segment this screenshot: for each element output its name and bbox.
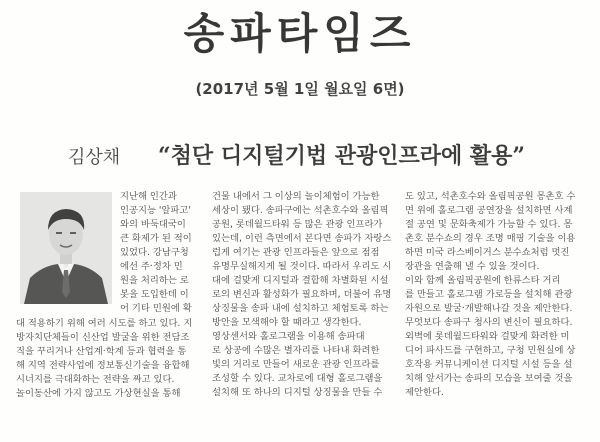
article-text-line: 자원으로 발굴·개발해나갈 것을 제안한다. [405, 303, 573, 314]
article-text-line: 인공지능 '알파고' [120, 205, 191, 216]
article-text-line: 있는데, 이런 측면에서 본다면 송파가 자랑스 [212, 233, 392, 244]
article-text-line: 유명무실해지게 될 것이다. 따라서 우리도 시 [212, 261, 392, 272]
article-column-2 [212, 190, 396, 400]
article-text-line: 조성할 수 있다. 교차로에 대형 홀로그램을 [212, 373, 383, 384]
publication-dateline: (2017년 5월 1일 월요일 6면) [195, 80, 405, 98]
article-text-line: 에선 주·정차 민 [120, 261, 183, 272]
article-text-line: 상징물을 송파 내에 설치하고 체험토록 하는 [212, 303, 389, 314]
article-text-line: 설치해 또 하나의 디지털 상징물을 만들 수 [212, 387, 383, 398]
article-headline: “첨단 디지털기법 관광인프라에 활용” [158, 143, 526, 169]
article-text-line: 있었다. 강남구청 [120, 247, 189, 258]
article-text-line: 영상센서와 홀로그램을 이용해 송파대 [212, 331, 365, 342]
article-text-line: 럽게 여기는 관광 인프라들은 앞으로 점점 [212, 247, 380, 258]
article-column-1-bottom [16, 317, 202, 401]
article-text-line: 를 만들고 홀로그램 가로등을 설치해 관광 [405, 289, 573, 300]
article-text-line: 면 위에 홀로그램 공연장을 설치하면 사계 [405, 205, 573, 216]
article-text-line: 도 있고, 석촌호수와 올림픽공원 몽촌호 수 [405, 191, 576, 202]
article-text-line: 장관을 연출해 낼 수 있을 것이다. [405, 261, 540, 272]
article-text-line: 세상이 됐다. 송파구에는 석촌호수와 올림픽 [212, 205, 389, 216]
article-text-line: 직을 꾸리거나 산업계·학계 등과 협력을 통 [16, 346, 187, 357]
article-text-line: 대에 걸맞게 디지털과 결합해 차별화된 시설 [212, 275, 389, 286]
article-text-line: 로 상공에 수많은 별자리를 나타내 화려한 [212, 345, 380, 356]
article-text-line: 촌호 분수쇼의 경우 조명 매핑 기술을 이용 [405, 233, 576, 244]
article-text-line: 이와 함께 올림픽공원에 한류스타 거리 [405, 275, 561, 286]
article-text-line: 방자치단체들이 신산업 발굴을 위한 전담조 [16, 332, 190, 343]
article-column-3 [405, 190, 593, 400]
article-text-line: 방안을 모색해야 할 때라고 생각한다. [212, 317, 362, 328]
article-text-line: 해 지역 전략사업에 정보통신기술을 융합해 [16, 360, 190, 371]
article-text-line: 공원, 롯데월드타워 등 많은 관광 인프라가 [212, 219, 383, 230]
article-text-line: 원을 처리하는 로 [120, 275, 189, 286]
article-text-line: 대 적용하기 위해 여러 시도를 하고 있다. 지 [16, 318, 193, 329]
portrait-photo-svg [20, 192, 112, 304]
article-text-line: 어 기타 민원에 확 [120, 303, 192, 314]
article-text-line: 로의 변신과 활성화가 필요하며, 더불어 유명 [212, 289, 392, 300]
article-text-line: 놀이동산에 가지 않고도 가상현실을 통해 [16, 388, 181, 399]
article-text-line: 디어 파사드를 구현하고, 구청 민원실에 상 [405, 345, 576, 356]
article-text-line: 지난해 인간과 [120, 191, 177, 202]
article-text-line: 큰 화제가 된 적이 [120, 233, 192, 244]
article-text-line: 제안한다. [405, 387, 444, 398]
article-text-line: 호작용 커뮤니케이션 디지털 시설 등을 설 [405, 359, 573, 370]
article-text-line: 외벽에 롯데월드타워와 걸맞게 화려한 미 [405, 331, 570, 342]
article-text-line: 시너지를 극대화하는 전략을 짜고 있다. [16, 374, 175, 385]
article-text-line: 하면 미국 라스베이거스 분수쇼처럼 멋진 [405, 247, 570, 258]
article-text-line: 건물 내에서 그 이상의 놀이체험이 가능한 [212, 191, 380, 202]
article-text-line: 무엇보다 송파구 청사의 변신이 필요하다. [405, 317, 573, 328]
portrait-photo-icon [20, 192, 112, 304]
article-text-line: 빛의 거리로 만들어 새로운 관광 인프라를 [212, 359, 380, 370]
article-column-1-top [120, 190, 202, 316]
article-text-line: 와의 바둑대국이 [120, 219, 186, 230]
masthead-title: 송파타임즈 [183, 9, 417, 58]
article-text-line: 봇을 도입한데 이 [120, 289, 189, 300]
author-name: 김상채 [68, 147, 121, 168]
article-text-line: 치해 앞서가는 송파의 모습을 보여줄 것을 [405, 373, 573, 384]
article-text-line: 절 공연 및 문화축제가 가능할 수 있다. 몽 [405, 219, 573, 230]
